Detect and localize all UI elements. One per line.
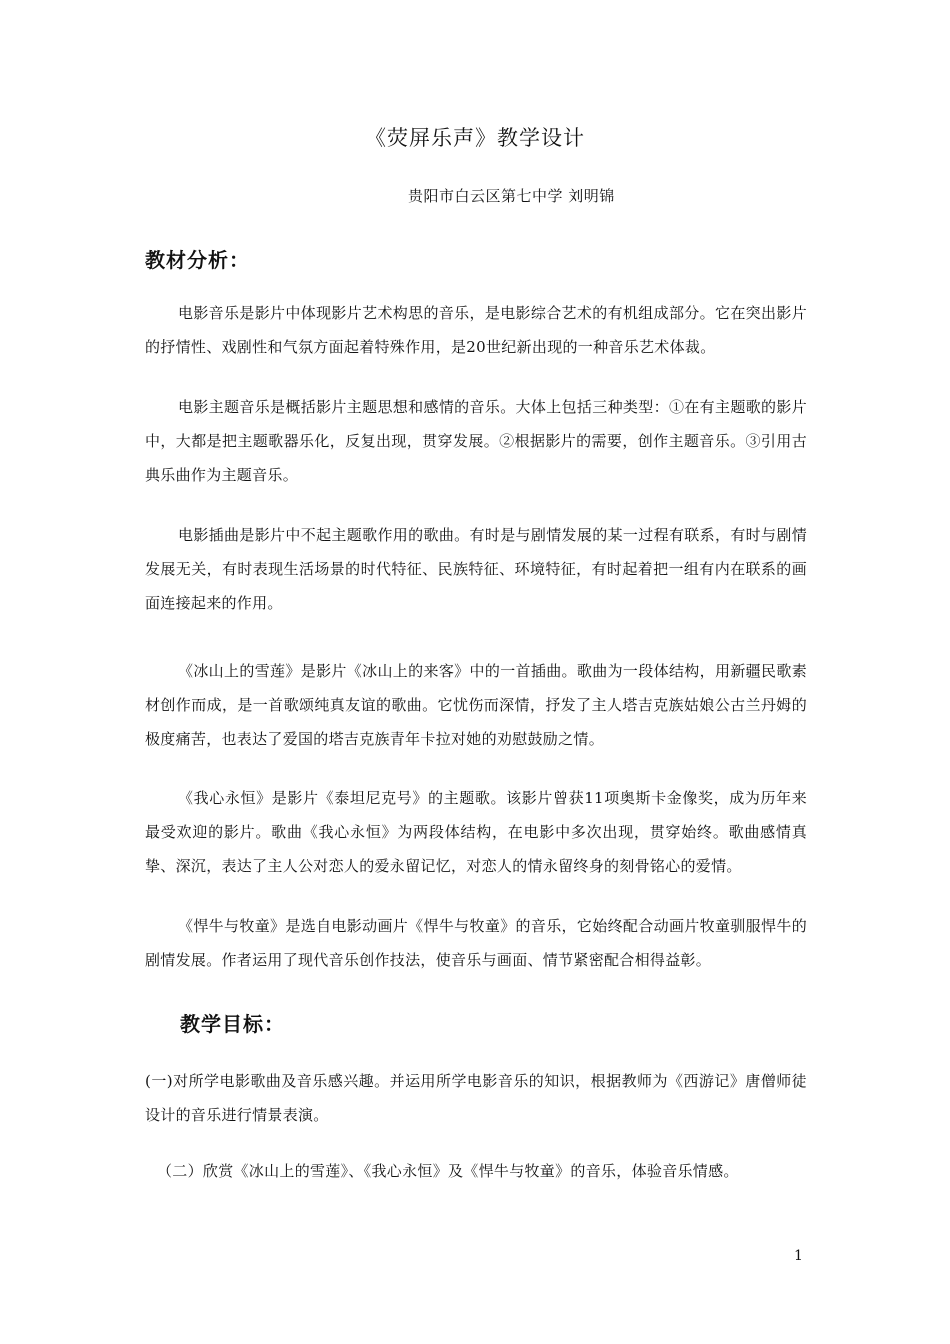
- paragraph: 《我心永恒》是影片《泰坦尼克号》的主题歌。该影片曾获11项奥斯卡金像奖，成为历年来最受欢迎的影片。歌曲《我心永恒》为两段体结构，在电影中多次出现，贯穿始终。歌曲感情真挚、深沉，表达了主人公对恋人的爱永留记忆，对恋人的情永留终身的刻骨铭心的爱情。: [145, 789, 807, 875]
- document-title: 《荧屏乐声》教学设计: [365, 126, 585, 150]
- paragraph: 电影插曲是影片中不起主题歌作用的歌曲。有时是与剧情发展的某一过程有联系，有时与剧情发展无关，有时表现生活场景的时代特征、民族特征、环境特征，有时起着把一组有内在联系的画面连接起来的作用。: [145, 526, 807, 612]
- paragraph: 《冰山上的雪莲》是影片《冰山上的来客》中的一首插曲。歌曲为一段体结构，用新疆民歌素材创作而成，是一首歌颂纯真友谊的歌曲。它忧伤而深情，抒发了主人塔吉克族姑娘公古兰丹姆的极度痛苦，也表达了爱国的塔吉克族青年卡拉对她的劝慰鼓励之情。: [145, 662, 807, 748]
- section-heading-analysis: 教材分析：: [145, 248, 250, 272]
- paragraph: 电影音乐是影片中体现影片艺术构思的音乐，是电影综合艺术的有机组成部分。它在突出影片的抒情性、戏剧性和气氛方面起着特殊作用，是20世纪新出现的一种音乐艺术体裁。: [145, 304, 807, 356]
- paragraph: 《悍牛与牧童》是选自电影动画片《悍牛与牧童》的音乐，它始终配合动画片牧童驯服悍牛的剧情发展。作者运用了现代音乐创作技法，使音乐与画面、情节紧密配合相得益彰。: [145, 917, 807, 969]
- page-number: 1: [794, 1248, 803, 1264]
- paragraph: 电影主题音乐是概括影片主题思想和感情的音乐。大体上包括三种类型：①在有主题歌的影片中，大都是把主题歌器乐化，反复出现，贯穿发展。②根据影片的需要，创作主题音乐。③引用古典乐曲作为主题音乐。: [145, 398, 807, 484]
- objective-item: （二）欣赏《冰山上的雪莲》、《我心永恒》及《悍牛与牧童》的音乐，体验音乐情感。: [157, 1162, 739, 1180]
- document-author: 贵阳市白云区第七中学 刘明锦: [408, 187, 615, 205]
- objective-item: (一)对所学电影歌曲及音乐感兴趣。并运用所学电影音乐的知识，根据教师为《西游记》唐僧师徒设计的音乐进行情景表演。: [145, 1072, 807, 1124]
- section-heading-objectives: 教学目标：: [180, 1012, 285, 1036]
